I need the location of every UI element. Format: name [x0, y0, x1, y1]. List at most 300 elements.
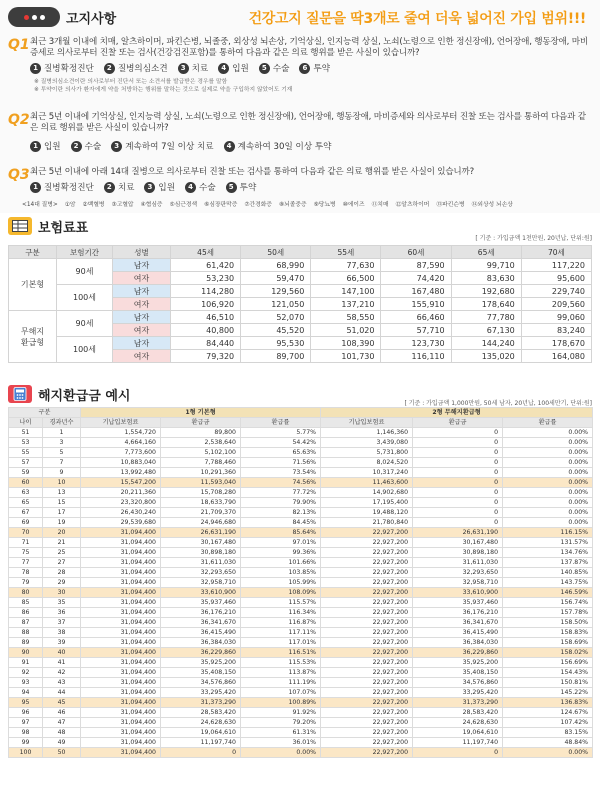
- refund-cell: 47: [43, 718, 81, 728]
- refund-cell: 39: [43, 638, 81, 648]
- premium-sex-cell: 여자: [113, 350, 171, 363]
- refund-cell: 31,094,400: [81, 728, 161, 738]
- premium-header-cell: 50세: [241, 246, 311, 259]
- refund-cell: 3: [43, 438, 81, 448]
- refund-row: [9, 428, 593, 438]
- q2-option: [224, 140, 332, 152]
- option-label: 수술: [199, 183, 216, 193]
- option-number-badge: 1: [30, 63, 41, 74]
- refund-cell: 22,927,200: [321, 718, 413, 728]
- refund-row: [9, 508, 593, 518]
- refund-cell: 49: [43, 738, 81, 748]
- refund-cell: 90: [9, 648, 43, 658]
- refund-cell: 31,373,290: [161, 698, 241, 708]
- premium-header-cell: 보험기간: [57, 246, 113, 259]
- refund-cell: 97.01%: [241, 538, 321, 548]
- refund-cell: 101.66%: [241, 558, 321, 568]
- option-label: 계속하여 7일 이상 치료: [125, 142, 214, 152]
- premium-row: [9, 259, 592, 272]
- refund-cell: 19,488,120: [321, 508, 413, 518]
- refund-row: [9, 478, 593, 488]
- refund-cell: 31,094,400: [81, 718, 161, 728]
- refund-cell: 24,946,680: [161, 518, 241, 528]
- premium-value-cell: 46,510: [171, 311, 241, 324]
- premium-period-label: 100세: [57, 285, 113, 311]
- refund-cell: 74.56%: [241, 478, 321, 488]
- refund-cell: 0: [413, 468, 503, 478]
- refund-group-header: 구분: [9, 408, 81, 418]
- refund-cell: 22,927,200: [321, 598, 413, 608]
- refund-calculator-icon: [8, 385, 32, 403]
- refund-cell: 79.20%: [241, 718, 321, 728]
- refund-cell: 0.00%: [503, 458, 593, 468]
- premium-value-cell: 61,420: [171, 259, 241, 272]
- refund-cell: 15,547,200: [81, 478, 161, 488]
- q2-options: [30, 140, 592, 152]
- refund-cell: 0: [413, 508, 503, 518]
- option-number-badge: 5: [259, 63, 270, 74]
- refund-row: [9, 558, 593, 568]
- premium-sex-cell: 남자: [113, 259, 171, 272]
- refund-cell: 7,773,600: [81, 448, 161, 458]
- refund-cell: 22,927,200: [321, 528, 413, 538]
- refund-cell: 19,064,610: [161, 728, 241, 738]
- refund-subheader-cell: 환급률: [241, 418, 321, 428]
- notice-title: 고지사항: [66, 11, 117, 27]
- refund-cell: 136.83%: [503, 698, 593, 708]
- refund-row: [9, 468, 593, 478]
- refund-cell: 111.19%: [241, 678, 321, 688]
- refund-cell: 22,927,200: [321, 698, 413, 708]
- refund-cell: 3,439,080: [321, 438, 413, 448]
- premium-value-cell: 167,480: [381, 285, 451, 298]
- refund-cell: 0: [161, 748, 241, 758]
- refund-cell: 154.43%: [503, 668, 593, 678]
- refund-cell: 41: [43, 658, 81, 668]
- refund-cell: 87: [9, 618, 43, 628]
- refund-cell: 84.45%: [241, 518, 321, 528]
- refund-row: [9, 728, 593, 738]
- premium-header-cell: 구분: [9, 246, 57, 259]
- refund-cell: 35,408,150: [413, 668, 503, 678]
- q2-option: [71, 140, 102, 152]
- premium-value-cell: 83,240: [521, 324, 591, 337]
- refund-subheader-cell: 나이: [9, 418, 43, 428]
- refund-row: [9, 738, 593, 748]
- refund-cell: 92: [9, 668, 43, 678]
- refund-cell: 34,576,860: [413, 678, 503, 688]
- refund-cell: 44: [43, 688, 81, 698]
- question-2: [8, 112, 592, 152]
- refund-cell: 0: [413, 458, 503, 468]
- refund-cell: 75: [9, 548, 43, 558]
- refund-row: [9, 588, 593, 598]
- refund-cell: 28: [43, 568, 81, 578]
- refund-cell: 67: [9, 508, 43, 518]
- refund-cell: 36,176,210: [413, 608, 503, 618]
- refund-cell: 1: [43, 428, 81, 438]
- refund-cell: 35,937,460: [161, 598, 241, 608]
- option-label: 질병의심소견: [117, 64, 168, 74]
- refund-cell: 85: [9, 598, 43, 608]
- refund-cell: 150.81%: [503, 678, 593, 688]
- refund-cell: 43: [43, 678, 81, 688]
- refund-cell: 124.67%: [503, 708, 593, 718]
- refund-cell: 36,415,490: [161, 628, 241, 638]
- refund-cell: 27: [43, 558, 81, 568]
- refund-cell: 22,927,200: [321, 738, 413, 748]
- refund-cell: 77: [9, 558, 43, 568]
- refund-cell: 158.02%: [503, 648, 593, 658]
- premium-value-cell: 178,640: [451, 298, 521, 311]
- refund-table: [8, 407, 593, 758]
- refund-cell: 14,902,680: [321, 488, 413, 498]
- refund-cell: 10,883,040: [81, 458, 161, 468]
- refund-cell: 10: [43, 478, 81, 488]
- refund-cell: 2,538,640: [161, 438, 241, 448]
- disease-item: ①암: [64, 202, 76, 208]
- q3-option: [226, 181, 257, 193]
- refund-row: [9, 538, 593, 548]
- refund-cell: 10,291,360: [161, 468, 241, 478]
- premium-value-cell: 95,600: [521, 272, 591, 285]
- refund-cell: 157.78%: [503, 608, 593, 618]
- refund-cell: 80: [9, 588, 43, 598]
- refund-cell: 5,731,800: [321, 448, 413, 458]
- option-number-badge: 4: [185, 182, 196, 193]
- premium-value-cell: 52,070: [241, 311, 311, 324]
- refund-cell: 22,927,200: [321, 608, 413, 618]
- option-label: 치료: [117, 183, 135, 193]
- premium-header-cell: 60세: [381, 246, 451, 259]
- q1-note-2: ※ 투약이란 의사가 환자에게 약을 처방하는 행위를 말하는 것으로 실제로 약을 구입하지 않았어도 기재: [34, 86, 293, 93]
- refund-cell: 31,611,030: [161, 558, 241, 568]
- refund-cell: 30,167,480: [161, 538, 241, 548]
- disease-item: ⑪치매: [371, 202, 389, 208]
- refund-cell: 31,094,400: [81, 738, 161, 748]
- refund-cell: 33,295,420: [413, 688, 503, 698]
- refund-cell: 21,709,370: [161, 508, 241, 518]
- option-label: 입원: [158, 183, 176, 193]
- q1-number: Q1: [8, 37, 30, 53]
- refund-cell: 61.31%: [241, 728, 321, 738]
- premium-header-cell: 55세: [311, 246, 381, 259]
- disease-list-label: <14대 질병>: [22, 202, 58, 208]
- refund-cell: 63: [9, 488, 43, 498]
- premium-value-cell: 144,240: [451, 337, 521, 350]
- refund-cell: 21: [43, 538, 81, 548]
- q1-option: [30, 62, 94, 74]
- refund-type2-header: 2형 무해지환급형: [321, 408, 593, 418]
- option-number-badge: 5: [226, 182, 237, 193]
- refund-cell: 20: [43, 528, 81, 538]
- refund-cell: 36,415,490: [413, 628, 503, 638]
- refund-cell: 116.87%: [241, 618, 321, 628]
- q1-text: 최근 3개월 이내에 치매, 알츠하이머, 파킨슨병, 뇌졸중, 외상성 뇌손상, 기억상실, 인지능력 상실, 노쇠(노령으로 인한 정신장애), 언어장애, 행동장애, 마비증세로 의사로부터 진찰 또는 검사(건강검진포함)를 통하여 다음과 같은 의료 행위를 받은 사실이 있습니까?: [30, 37, 588, 58]
- refund-cell: 93: [9, 678, 43, 688]
- premium-value-cell: 155,910: [381, 298, 451, 311]
- refund-cell: 22,927,200: [321, 728, 413, 738]
- option-label: 입원: [232, 64, 249, 74]
- refund-cell: 31,094,400: [81, 658, 161, 668]
- refund-cell: 0.00%: [503, 468, 593, 478]
- refund-cell: 91.92%: [241, 708, 321, 718]
- refund-row: [9, 568, 593, 578]
- premium-value-cell: 68,990: [241, 259, 311, 272]
- premium-value-cell: 123,730: [381, 337, 451, 350]
- refund-cell: 22,927,200: [321, 578, 413, 588]
- refund-cell: 36.01%: [241, 738, 321, 748]
- option-label: 투약: [313, 64, 331, 74]
- refund-cell: 158.69%: [503, 638, 593, 648]
- refund-cell: 11,463,600: [321, 478, 413, 488]
- refund-cell: 158.50%: [503, 618, 593, 628]
- refund-cell: 36,229,860: [161, 648, 241, 658]
- refund-cell: 94: [9, 688, 43, 698]
- premium-value-cell: 108,390: [311, 337, 381, 350]
- refund-row: [9, 668, 593, 678]
- premium-group-label: 기본형: [9, 259, 57, 311]
- refund-cell: 36: [43, 608, 81, 618]
- option-number-badge: 2: [71, 141, 82, 152]
- refund-cell: 32,958,710: [413, 578, 503, 588]
- refund-cell: 22,927,200: [321, 678, 413, 688]
- option-number-badge: 2: [104, 182, 115, 193]
- premium-header-cell: 성별: [113, 246, 171, 259]
- disease-item: ⑬파킨슨병: [436, 202, 465, 208]
- refund-subheader-cell: 기납입보험료: [321, 418, 413, 428]
- premium-header-cell: 65세: [451, 246, 521, 259]
- premium-value-cell: 147,100: [311, 285, 381, 298]
- notice-slogan: 건강고지 질문을 딱3개로 줄여 더욱 넓어진 가입 범위!!!: [248, 11, 586, 27]
- refund-cell: 0: [413, 748, 503, 758]
- premium-value-cell: 209,560: [521, 298, 591, 311]
- refund-cell: 88: [9, 628, 43, 638]
- refund-cell: 22,927,200: [321, 588, 413, 598]
- premium-value-cell: 51,020: [311, 324, 381, 337]
- disease-list: [22, 199, 513, 208]
- refund-cell: 23,320,800: [81, 498, 161, 508]
- refund-cell: 79: [9, 578, 43, 588]
- refund-row: [9, 688, 593, 698]
- refund-cell: 89,800: [161, 428, 241, 438]
- refund-cell: 22,927,200: [321, 688, 413, 698]
- premium-sex-cell: 여자: [113, 298, 171, 311]
- option-number-badge: 2: [104, 63, 115, 74]
- refund-cell: 31,094,400: [81, 688, 161, 698]
- refund-cell: 65: [9, 498, 43, 508]
- refund-header: [8, 384, 130, 404]
- premium-value-cell: 66,500: [311, 272, 381, 285]
- refund-cell: 95: [9, 698, 43, 708]
- refund-cell: 0.00%: [503, 508, 593, 518]
- refund-cell: 17: [43, 508, 81, 518]
- refund-cell: 21,780,840: [321, 518, 413, 528]
- refund-row: [9, 718, 593, 728]
- refund-subheader-cell: 기납입보험료: [81, 418, 161, 428]
- refund-cell: 20,211,360: [81, 488, 161, 498]
- refund-cell: 22,927,200: [321, 708, 413, 718]
- premium-value-cell: 53,230: [171, 272, 241, 285]
- refund-cell: 31,094,400: [81, 568, 161, 578]
- premium-value-cell: 84,440: [171, 337, 241, 350]
- q3-option: [144, 181, 175, 193]
- notice-badge-icon: [8, 7, 60, 27]
- refund-cell: 33,610,900: [413, 588, 503, 598]
- q1-note-1: ※ 질병의심소견이란 의사로부터 진단서 또는 소견서를 발급받은 경우를 말함: [34, 79, 228, 85]
- refund-cell: 31,094,400: [81, 668, 161, 678]
- premium-table: [8, 245, 592, 363]
- option-label: 치료: [191, 64, 209, 74]
- refund-cell: 0: [413, 448, 503, 458]
- option-label: 수술: [84, 142, 102, 152]
- refund-cell: 31,094,400: [81, 558, 161, 568]
- refund-cell: 40: [43, 648, 81, 658]
- refund-cell: 0: [413, 428, 503, 438]
- refund-cell: 30,898,180: [161, 548, 241, 558]
- refund-cell: 26,430,240: [81, 508, 161, 518]
- refund-section: [0, 380, 600, 807]
- disease-item: ④협심증: [140, 202, 163, 208]
- refund-row: [9, 578, 593, 588]
- refund-row: [9, 748, 593, 758]
- refund-cell: 140.85%: [503, 568, 593, 578]
- refund-cell: 32,958,710: [161, 578, 241, 588]
- refund-cell: 42: [43, 668, 81, 678]
- refund-cell: 13: [43, 488, 81, 498]
- premium-value-cell: 99,060: [521, 311, 591, 324]
- refund-cell: 13,992,480: [81, 468, 161, 478]
- refund-cell: 113.87%: [241, 668, 321, 678]
- disease-item: ⑨당뇨병: [313, 202, 336, 208]
- refund-cell: 31,094,400: [81, 638, 161, 648]
- q1-option: [178, 62, 209, 74]
- refund-cell: 4,664,160: [81, 438, 161, 448]
- refund-cell: 69: [9, 518, 43, 528]
- refund-cell: 97: [9, 718, 43, 728]
- option-number-badge: 1: [30, 141, 41, 152]
- refund-cell: 24,628,630: [413, 718, 503, 728]
- refund-cell: 29: [43, 578, 81, 588]
- premium-sex-cell: 남자: [113, 337, 171, 350]
- refund-cell: 50: [43, 748, 81, 758]
- refund-row: [9, 548, 593, 558]
- refund-cell: 0: [413, 438, 503, 448]
- refund-cell: 28,583,420: [413, 708, 503, 718]
- q2-number: Q2: [8, 112, 30, 128]
- refund-cell: 48: [43, 728, 81, 738]
- premium-value-cell: 77,630: [311, 259, 381, 272]
- premium-table-icon: [8, 217, 32, 235]
- refund-cell: 116.51%: [241, 648, 321, 658]
- q1-option: [218, 62, 249, 74]
- refund-cell: 0.00%: [503, 498, 593, 508]
- refund-subheader-cell: 경과년수: [43, 418, 81, 428]
- refund-row: [9, 438, 593, 448]
- refund-subheader-cell: 환급금: [161, 418, 241, 428]
- refund-cell: 143.75%: [503, 578, 593, 588]
- refund-cell: 105.99%: [241, 578, 321, 588]
- premium-table-header: [9, 246, 592, 259]
- refund-row: [9, 498, 593, 508]
- refund-cell: 22,927,200: [321, 748, 413, 758]
- option-number-badge: 3: [178, 63, 189, 74]
- refund-cell: 35,408,150: [161, 668, 241, 678]
- refund-row: [9, 488, 593, 498]
- refund-cell: 0.00%: [503, 518, 593, 528]
- refund-cell: 31,094,400: [81, 578, 161, 588]
- refund-row: [9, 638, 593, 648]
- premium-value-cell: 83,630: [451, 272, 521, 285]
- refund-caption: [ 기준 : 가입금액 1,000만원, 50세 남자, 20년납, 100세만기, 단위:원]: [404, 400, 592, 407]
- refund-cell: 0.00%: [241, 748, 321, 758]
- refund-cell: 73.54%: [241, 468, 321, 478]
- refund-cell: 15,708,280: [161, 488, 241, 498]
- premium-value-cell: 117,220: [521, 259, 591, 272]
- disease-item: ⑩에이즈: [342, 202, 365, 208]
- refund-cell: 1,146,360: [321, 428, 413, 438]
- refund-cell: 33,295,420: [161, 688, 241, 698]
- refund-cell: 98: [9, 728, 43, 738]
- premium-sex-cell: 남자: [113, 311, 171, 324]
- refund-cell: 32,293,650: [161, 568, 241, 578]
- refund-cell: 31,094,400: [81, 588, 161, 598]
- option-number-badge: 4: [224, 141, 235, 152]
- refund-cell: 22,927,200: [321, 668, 413, 678]
- option-number-badge: 3: [144, 182, 155, 193]
- disease-item: ⑭외상성 뇌손상: [471, 202, 513, 208]
- refund-cell: 29,539,680: [81, 518, 161, 528]
- disease-item: ⑫알츠하이머: [395, 202, 430, 208]
- refund-cell: 17,195,400: [321, 498, 413, 508]
- refund-subheader-cell: 환급금: [413, 418, 503, 428]
- refund-cell: 137.87%: [503, 558, 593, 568]
- refund-cell: 22,927,200: [321, 558, 413, 568]
- refund-row: [9, 628, 593, 638]
- refund-cell: 36,341,670: [161, 618, 241, 628]
- disease-item: ⑤심근경색: [169, 202, 198, 208]
- refund-cell: 22,927,200: [321, 628, 413, 638]
- premium-value-cell: 106,920: [171, 298, 241, 311]
- question-1: [8, 37, 592, 94]
- refund-cell: 107.42%: [503, 718, 593, 728]
- refund-row: [9, 518, 593, 528]
- disease-item: ③고혈압: [111, 202, 134, 208]
- refund-cell: 54.42%: [241, 438, 321, 448]
- premium-value-cell: 135,020: [451, 350, 521, 363]
- refund-cell: 85.64%: [241, 528, 321, 538]
- refund-cell: 31,094,400: [81, 608, 161, 618]
- refund-cell: 99.36%: [241, 548, 321, 558]
- refund-cell: 22,927,200: [321, 568, 413, 578]
- q2-option: [111, 140, 213, 152]
- premium-header-cell: 45세: [171, 246, 241, 259]
- refund-cell: 31,094,400: [81, 648, 161, 658]
- premium-value-cell: 74,420: [381, 272, 451, 285]
- refund-cell: 7,788,460: [161, 458, 241, 468]
- premium-value-cell: 95,530: [241, 337, 311, 350]
- premium-sex-cell: 여자: [113, 324, 171, 337]
- refund-row: [9, 448, 593, 458]
- refund-cell: 0.00%: [503, 748, 593, 758]
- premium-caption: [ 기준 : 가입금액 1천만원, 20년납, 단위:원]: [475, 235, 592, 242]
- refund-cell: 78: [9, 568, 43, 578]
- refund-subheader: [9, 418, 593, 428]
- refund-cell: 31,094,400: [81, 528, 161, 538]
- premium-value-cell: 99,710: [451, 259, 521, 272]
- option-number-badge: 1: [30, 182, 41, 193]
- premium-section: [0, 213, 600, 380]
